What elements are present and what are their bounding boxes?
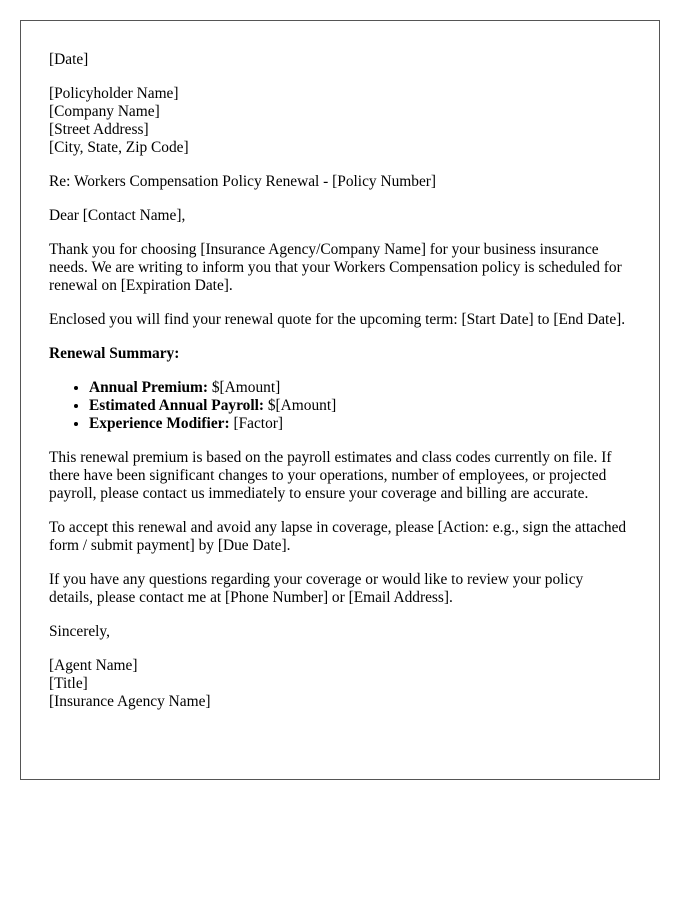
subject-line: Re: Workers Compensation Policy Renewal - [Policy Number] xyxy=(49,173,437,190)
summary-item-value: $[Amount] xyxy=(208,379,281,396)
recipient-name: [Policyholder Name] xyxy=(49,85,179,102)
signature-block xyxy=(49,657,631,711)
recipient-company: [Company Name] xyxy=(49,103,160,120)
signature-title: [Title] xyxy=(49,675,88,692)
summary-item-estimated-payroll xyxy=(89,397,631,415)
paragraph-questions: If you have any questions regarding your coverage or would like to review your policy details, please contact me at [Phone Number] or [Email Address]. xyxy=(49,571,584,606)
signature-agent-name: [Agent Name] xyxy=(49,657,138,674)
recipient-street: [Street Address] xyxy=(49,121,149,138)
summary-item-annual-premium xyxy=(89,379,631,397)
signature-agency-name: [Insurance Agency Name] xyxy=(49,693,211,710)
paragraph-premium-basis: This renewal premium is based on the payroll estimates and class codes currently on file. If there have been significant changes to your operations, number of employees, or projected payroll, please contact us immediately to ensure your coverage and billing are accurate. xyxy=(49,449,612,502)
salutation: Dear [Contact Name], xyxy=(49,207,186,224)
letter-page xyxy=(20,20,660,780)
summary-item-experience-modifier xyxy=(89,415,631,433)
paragraph-intro: Thank you for choosing [Insurance Agency/Company Name] for your business insurance needs. We are writing to inform you that your Workers Compensation policy is scheduled for renewal on [Expiration Date]. xyxy=(49,241,622,294)
renewal-summary-heading: Renewal Summary: xyxy=(49,345,180,362)
closing: Sincerely, xyxy=(49,623,110,640)
summary-item-value: [Factor] xyxy=(229,415,284,432)
summary-item-label: Estimated Annual Payroll: xyxy=(89,397,265,414)
summary-item-label: Experience Modifier: xyxy=(89,415,230,432)
recipient-city-state-zip: [City, State, Zip Code] xyxy=(49,139,189,156)
recipient-address-block xyxy=(49,85,631,157)
paragraph-enclosed: Enclosed you will find your renewal quote for the upcoming term: [Start Date] to [End Date]. xyxy=(49,311,626,328)
summary-item-label: Annual Premium: xyxy=(89,379,208,396)
letter-date: [Date] xyxy=(49,51,89,68)
renewal-summary-list xyxy=(49,379,631,433)
paragraph-accept-renewal: To accept this renewal and avoid any lapse in coverage, please [Action: e.g., sign the attached form / submit payment] by [Due Date]. xyxy=(49,519,627,554)
summary-item-value: $[Amount] xyxy=(264,397,337,414)
